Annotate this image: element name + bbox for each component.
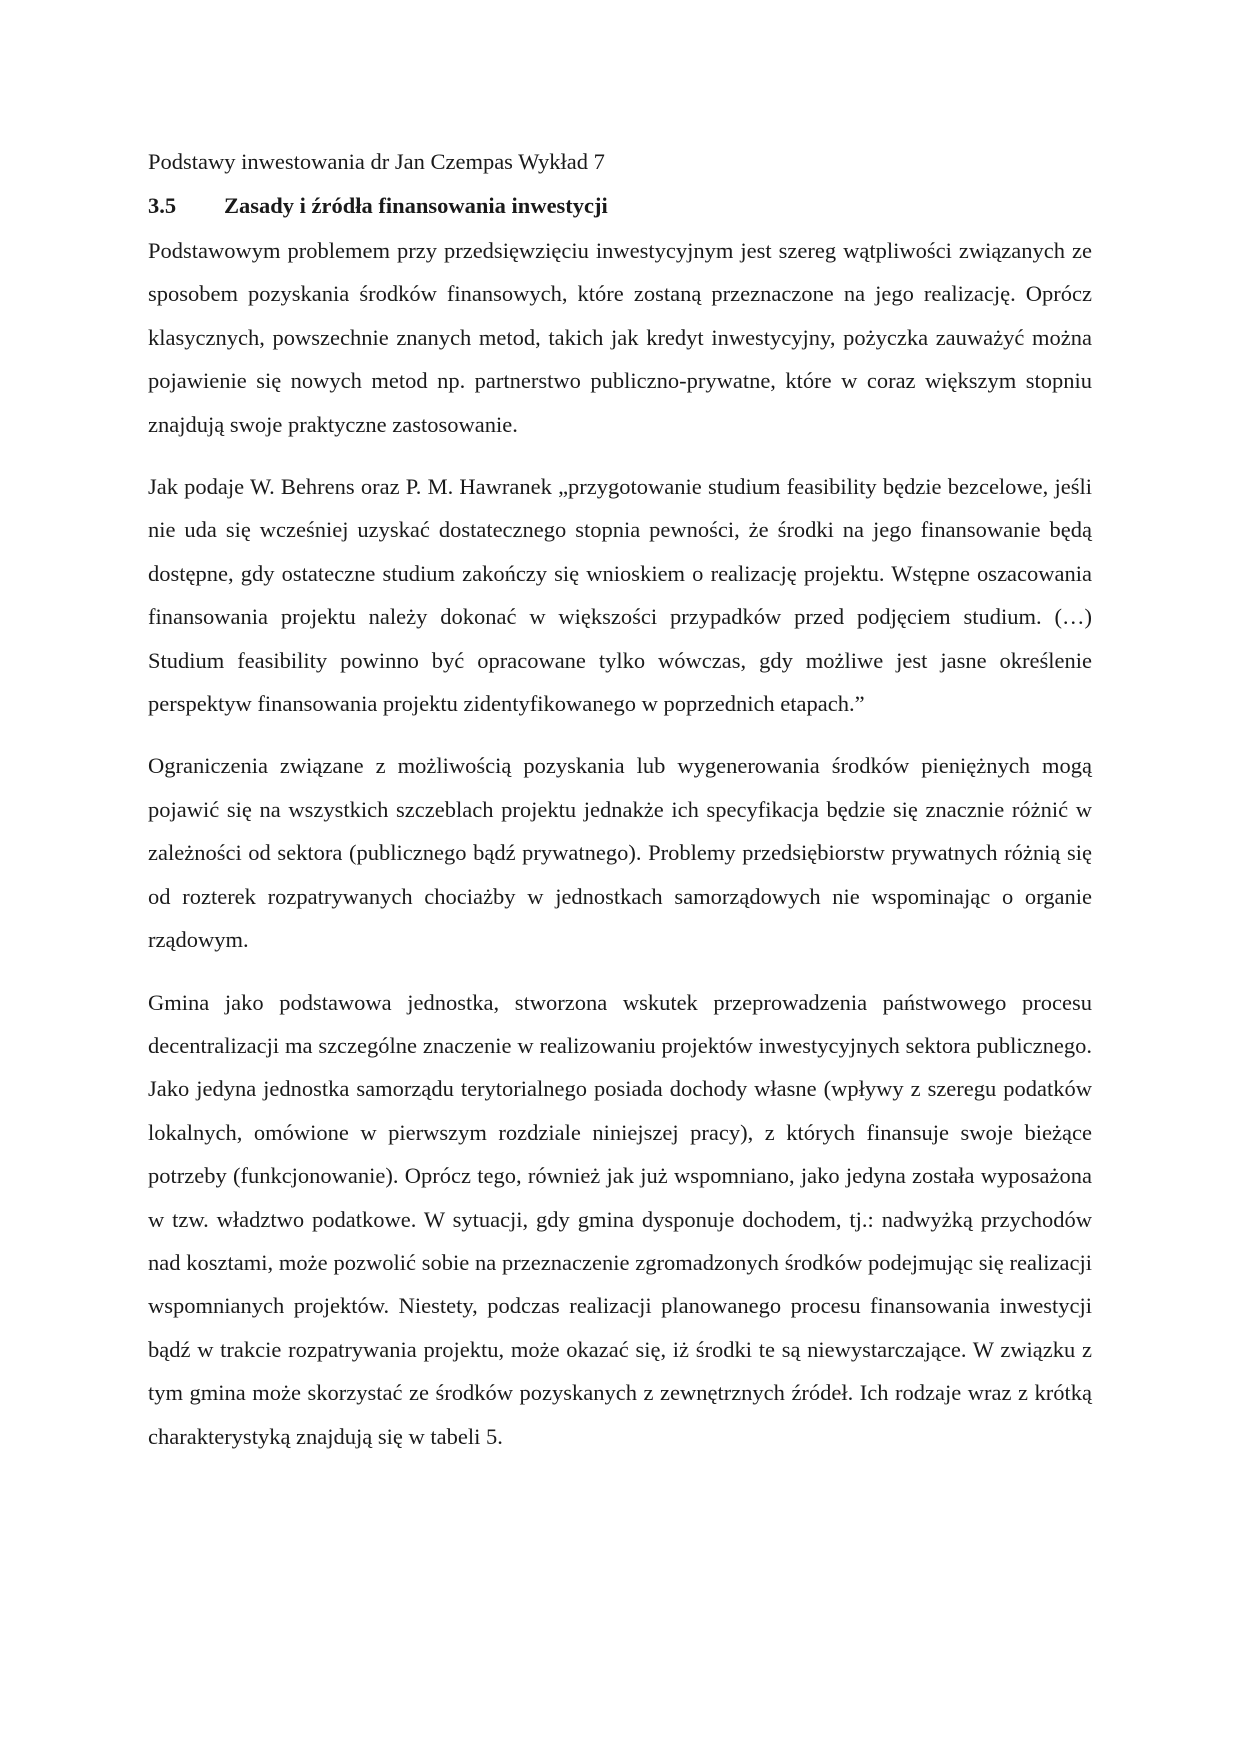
paragraph-funding-limits: Ograniczenia związane z możliwością pozyskania lub wygenerowania środków pieniężnych mogą pojawić się na wszystkich szczeblach projektu jednakże ich specyfikacja będzie się znacznie różnić w zależności od sektora (publicznego bądź prywatnego). Problemy przedsiębiorstw prywatnych różnią się od rozterek rozpatrywanych chociażby w jednostkach samorządowych nie wspominając o organie rządowym. <box>148 753 1092 953</box>
section-number: 3.5 <box>148 193 177 218</box>
section-heading <box>148 190 1092 222</box>
paragraph-behrens-quote: Jak podaje W. Behrens oraz P. M. Hawranek „przygotowanie studium feasibility będzie bezcelowe, jeśli nie uda się wcześniej uzyskać dostatecznego stopnia pewności, że środki na jego finansowanie będą dostępne, gdy ostateczne studium zakończy się wnioskiem o realizację projektu. Wstępne oszacowania finansowania projektu należy dokonać w większości przypadków przed podjęciem studium. (…) Studium feasibility powinno być opracowane tylko wówczas, gdy możliwe jest jasne określenie perspektyw finansowania projektu zidentyfikowanego w poprzednich etapach.” <box>148 474 1092 717</box>
document-body <box>148 146 1092 1458</box>
paragraph-municipality: Gmina jako podstawowa jednostka, stworzona wskutek przeprowadzenia państwowego procesu decentralizacji ma szczególne znaczenie w realizowaniu projektów inwestycyjnych sektora publicznego. Jako jedyna jednostka samorządu terytorialnego posiada dochody własne (wpływy z szeregu podatków lokalnych, omówione w pierwszym rozdziale niniejszej pracy), z których finansuje swoje bieżące potrzeby (funkcjonowanie). Oprócz tego, również jak już wspomniano, jako jedyna została wyposażona w tzw. władztwo podatkowe. W sytuacji, gdy gmina dysponuje dochodem, tj.: nadwyżką przychodów nad kosztami, może pozwolić sobie na przeznaczenie zgromadzonych środków podejmując się realizacji wspomnianych projektów. Niestety, podczas realizacji planowanego procesu finansowania inwestycji bądź w trakcie rozpatrywania projektu, może okazać się, iż środki te są niewystarczające. W związku z tym gmina może skorzystać ze środków pozyskanych z zewnętrznych źródeł. Ich rodzaje wraz z krótką charakterystyką znajdują się w tabeli 5. <box>148 989 1092 1449</box>
paragraph-financing-problem: Podstawowym problemem przy przedsięwzięciu inwestycyjnym jest szereg wątpliwości związanych ze sposobem pozyskania środków finansowych, które zostaną przeznaczone na jego realizację. Oprócz klasycznych, powszechnie znanych metod, takich jak kredyt inwestycyjny, pożyczka zauważyć można pojawienie się nowych metod np. partnerstwo publiczno-prywatne, które w coraz większym stopniu znajdują swoje praktyczne zastosowanie. <box>148 238 1092 437</box>
document-header: Podstawy inwestowania dr Jan Czempas Wykład 7 <box>148 149 605 174</box>
section-title: Zasady i źródła finansowania inwestycji <box>224 193 608 218</box>
